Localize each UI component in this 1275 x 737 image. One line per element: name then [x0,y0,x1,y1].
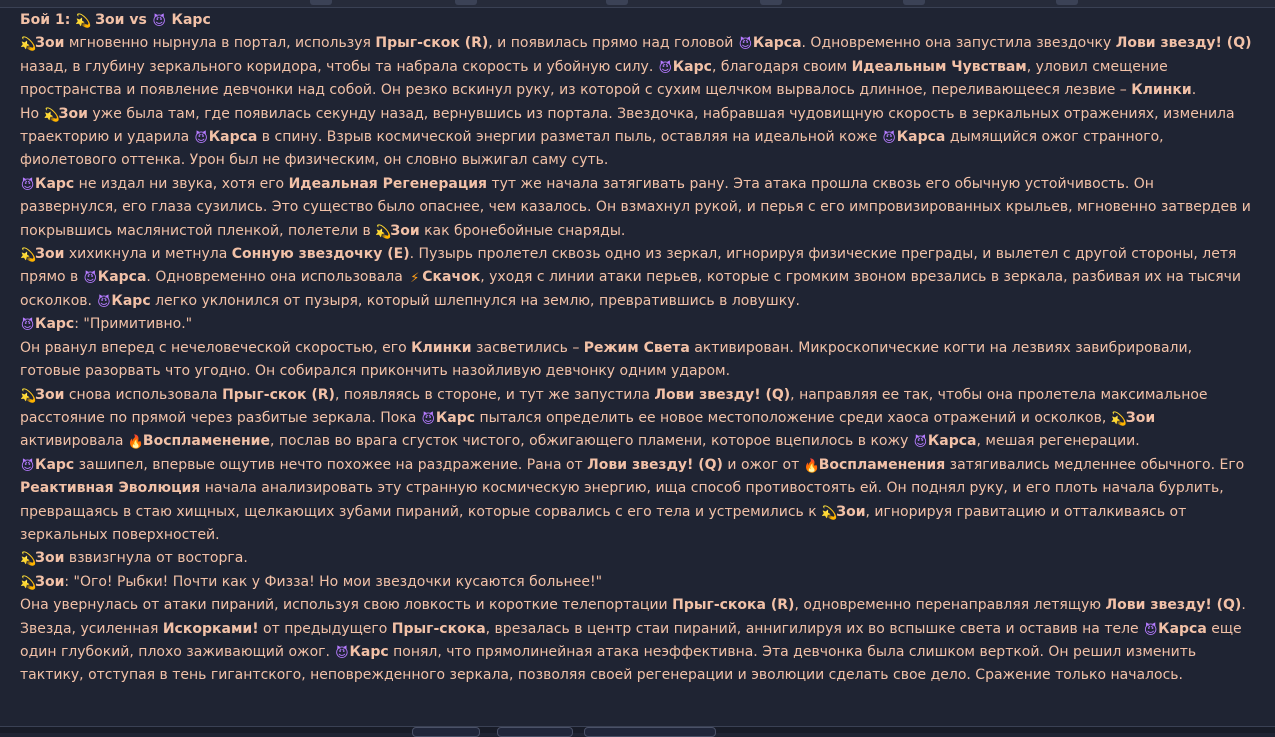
text-segment: активировала [20,433,128,450]
highlight-text: Прыг-скок (R) [375,35,489,52]
text-segment: начала анализировать эту странную космическую энергию, ища способ противостоять ей. Он поднял руку, и его плоть начала бурлить, превращаясь в стаю хищных, щелкающих зубами пираний, которые сорвались с его тела и устремились к [20,480,1224,520]
dizzy-star-icon: 💫 [20,388,37,404]
text-segment: Но [20,105,44,122]
purple-devil-icon: 😈 [658,60,672,76]
highlight-text: Воспламенение [142,433,270,450]
purple-devil-icon: 😈 [421,411,436,427]
highlight-text: Реактивная Эволюция [20,480,201,497]
text-segment: , благодаря своим [711,58,852,75]
text-segment: активирован. Микроскопические когти на лезвиях завибрировали, готовые разорвать что угодно. Он собирался прикончить назойливую девчонку одним ударом. [20,339,1193,380]
text-segment: . [1191,82,1197,99]
highlight-text: Искорками! [162,620,259,637]
vs-text: vs [129,12,147,28]
fire-icon: 🔥 [803,458,820,474]
bottom-control[interactable] [584,727,716,737]
text-segment: . Одновременно она использовала [146,269,408,286]
zoe-name: Зои [95,12,125,28]
text-segment: еще один глубокий, плохо заживающий ожог. [20,620,1242,660]
purple-devil-icon: 😈 [97,294,111,310]
purple-devil-icon: 😈 [20,458,35,474]
battle-title-label: Бой 1: [20,12,71,28]
highlight-text: Карс [35,175,75,192]
text-segment: уже была там, где появилась секунду назад, вернувшись из портала. Звездочка, набравшая чудовищную скорость в зеркальных отражениях, изменила траекторию и ударила [20,105,1235,146]
text-segment: , уловил смещение пространства и появление девчонки над собой. Он резко вскинул руку, из которой с сухим щелчком вырвалось длинное, переливающееся лезвие – [20,58,1168,99]
text-segment: взвизгнула от восторга. [64,550,248,567]
text-segment: дымящийся ожог странного, фиолетового оттенка. Урон был не физическим, он словно выжигал саму суть. [20,129,1164,169]
highlight-text: Скачок [422,269,481,286]
text-segment: затягивались медленнее обычного. Его [945,456,1245,473]
dizzy-star-icon: 💫 [20,575,37,591]
highlight-text: Зои [35,35,65,52]
dizzy-star-icon: 💫 [43,107,60,123]
text-segment: , игнорируя гравитацию и отталкиваясь от зеркальных поверхностей. [20,503,1187,543]
highlight-text: Прыг-скока (R) [672,597,795,614]
highlight-text: Зои [35,386,65,403]
toolbar-icon[interactable] [310,0,332,5]
battle-title [20,9,1255,32]
purple-devil-icon: 😈 [152,14,166,29]
text-segment: : "Примитивно." [74,316,193,333]
text-segment: тут же начала затягивать рану. Эта атака прошла сквозь его обычную устойчивость. Он развернулся, его глаза сузились. Это существо было опаснее, чем казалось. Он взмахнул рукой, и перья с его импровизированных крыльев, мгновенно затвердев и покрывшись маслянистой пленкой, полетели в [20,175,1251,239]
highlight-text: Воспламенения [818,456,946,473]
toolbar-icon[interactable] [903,0,925,5]
text-segment: пытался определить ее новое местоположение среди хаоса отражений и осколков, [475,409,1111,426]
story-paragraph [20,337,1255,384]
bottom-control[interactable] [497,727,573,737]
text-segment: . Одновременно она запустила звездочку [801,35,1116,52]
highlight-text: Зои [35,246,65,263]
story-paragraph [20,547,1255,570]
text-segment: и ожог от [722,456,804,473]
dizzy-star-icon: 💫 [821,505,838,521]
toolbar-icon[interactable] [760,0,782,5]
highlight-text: Режим Света [583,339,690,356]
highlight-text: Зои [390,222,420,239]
highlight-text: Сонную звездочку (E) [231,246,410,263]
text-segment: . Звезда, усиленная [20,597,1246,637]
text-segment: Она увернулась от атаки пираний, используя свою ловкость и короткие телепортации [20,597,673,614]
text-segment: легко уклонился от пузыря, который шлепнулся на землю, превратившись в ловушку. [150,292,800,309]
highlight-text: Лови звезду! (Q) [654,386,791,403]
text-segment: в спину. Взрыв космической энергии разметал пыль, оставляя на идеальной коже [257,129,882,146]
story-paragraph [20,384,1255,454]
toolbar-icon[interactable] [455,0,477,5]
highlight-text: Лови звезду! (Q) [1115,35,1252,52]
purple-devil-icon: 😈 [1143,622,1158,638]
highlight-text: Карса [752,35,802,52]
lightning-icon: ⚡ [410,271,420,287]
purple-devil-icon: 😈 [83,271,98,287]
story-paragraph [20,454,1255,548]
highlight-text: Карса [97,269,147,286]
top-toolbar [0,0,1275,8]
text-segment: зашипел, впервые ощутив нечто похожее на раздражение. Рана от [74,456,588,473]
text-segment: понял, что прямолинейная атака неэффективна. Эта девчонка была слишком верткой. Он решил изменить тактику, отступая в тень гигантского, неповрежденного зеркала, позволяя своей регенерации и эволюции сделать свое дело. Сражение только началось. [20,643,1197,684]
purple-devil-icon: 😈 [194,131,208,147]
text-segment: , направляя ее так, чтобы она пролетела максимальное расстояние по прямой через разбитые зеркала. Пока [20,386,1208,426]
text-segment: засветились – [471,339,584,356]
highlight-text: Карс [35,456,75,473]
highlight-text: Прыг-скока [391,620,486,637]
text-segment: снова использовала [64,386,223,403]
text-segment: , врезалась в центр стаи пираний, аннигилируя их во вспышке света и оставив на теле [485,620,1144,637]
highlight-text: Идеальным Чувствам [851,58,1027,75]
toolbar-icon[interactable] [606,0,628,5]
highlight-text: Зои [35,573,65,590]
highlight-text: Карс [35,316,75,333]
dizzy-star-icon: 💫 [20,552,37,568]
story-text [20,32,1255,687]
story-paragraph [20,103,1255,173]
highlight-text: Зои [35,550,65,567]
dizzy-star-icon: 💫 [1110,411,1127,427]
dizzy-star-icon: 💫 [375,224,392,240]
highlight-text: Идеальная Регенерация [288,175,488,192]
battle-log [20,9,1255,688]
text-segment: , появляясь в стороне, и тут же запустила [334,386,655,403]
highlight-text: Зои [1125,409,1156,426]
story-paragraph [20,243,1255,313]
highlight-text: Клинки [1131,82,1192,99]
text-segment: как бронебойные снаряды. [419,222,626,239]
purple-devil-icon: 😈 [738,37,753,53]
story-paragraph [20,571,1255,594]
highlight-text: Карс [672,58,712,75]
purple-devil-icon: 😈 [20,177,35,193]
story-paragraph [20,32,1255,102]
text-segment: . Пузырь пролетел сквозь одно из зеркал, игнорируя физические преграды, и вылетел с другой стороны, летя прямо в [20,246,1237,286]
text-segment: , уходя с линии атаки перьев, которые с громким звоном врезались в зеркала, разбивая их на тысячи осколков. [20,269,1242,309]
dizzy-star-icon: 💫 [20,248,37,264]
text-segment: не издал ни звука, хотя его [74,175,289,192]
highlight-text: Лови звезду! (Q) [1105,597,1242,614]
bottom-bar [0,726,1275,733]
text-segment: , и появилась прямо над головой [488,35,738,52]
highlight-text: Карса [208,129,258,146]
purple-devil-icon: 😈 [20,318,35,334]
fire-icon: 🔥 [127,435,145,451]
highlight-text: Лови звезду! (Q) [587,456,723,473]
purple-devil-icon: 😈 [913,435,928,451]
text-segment: Он рванул вперед с нечеловеческой скоростью, его [20,339,412,356]
story-paragraph [20,173,1255,243]
bottom-control[interactable] [412,727,480,737]
text-segment: : "Ого! Рыбки! Почти как у Физза! Но мои звездочки кусаются больнее!" [64,573,603,590]
purple-devil-icon: 😈 [335,645,349,661]
highlight-text: Карс [111,292,151,309]
highlight-text: Карса [896,129,946,146]
text-segment: мгновенно нырнула в портал, используя [64,35,376,52]
dizzy-star-icon: 💫 [75,14,92,29]
highlight-text: Карс [349,643,389,660]
story-paragraph [20,594,1255,688]
text-segment: от предыдущего [258,620,392,637]
toolbar-icon[interactable] [1056,0,1078,5]
kars-name: Карс [171,12,211,28]
highlight-text: Зои [836,503,866,520]
text-segment: назад, в глубину зеркального коридора, чтобы та набрала скорость и убойную силу. [20,58,658,75]
text-segment: , послав во врага сгусток чистого, обжигающего пламени, которое вцепилось в кожу [269,433,913,450]
dizzy-star-icon: 💫 [20,37,37,53]
highlight-text: Зои [58,105,88,122]
text-segment: , мешая регенерации. [976,433,1140,450]
highlight-text: Клинки [411,339,472,356]
purple-devil-icon: 😈 [882,131,896,147]
highlight-text: Прыг-скок (R) [222,386,335,403]
text-segment: , одновременно перенаправляя летящую [794,597,1106,614]
highlight-text: Карса [927,433,977,450]
text-segment: хихикнула и метнула [64,246,232,263]
story-paragraph [20,313,1255,336]
highlight-text: Карс [435,409,476,426]
highlight-text: Карса [1158,620,1207,637]
